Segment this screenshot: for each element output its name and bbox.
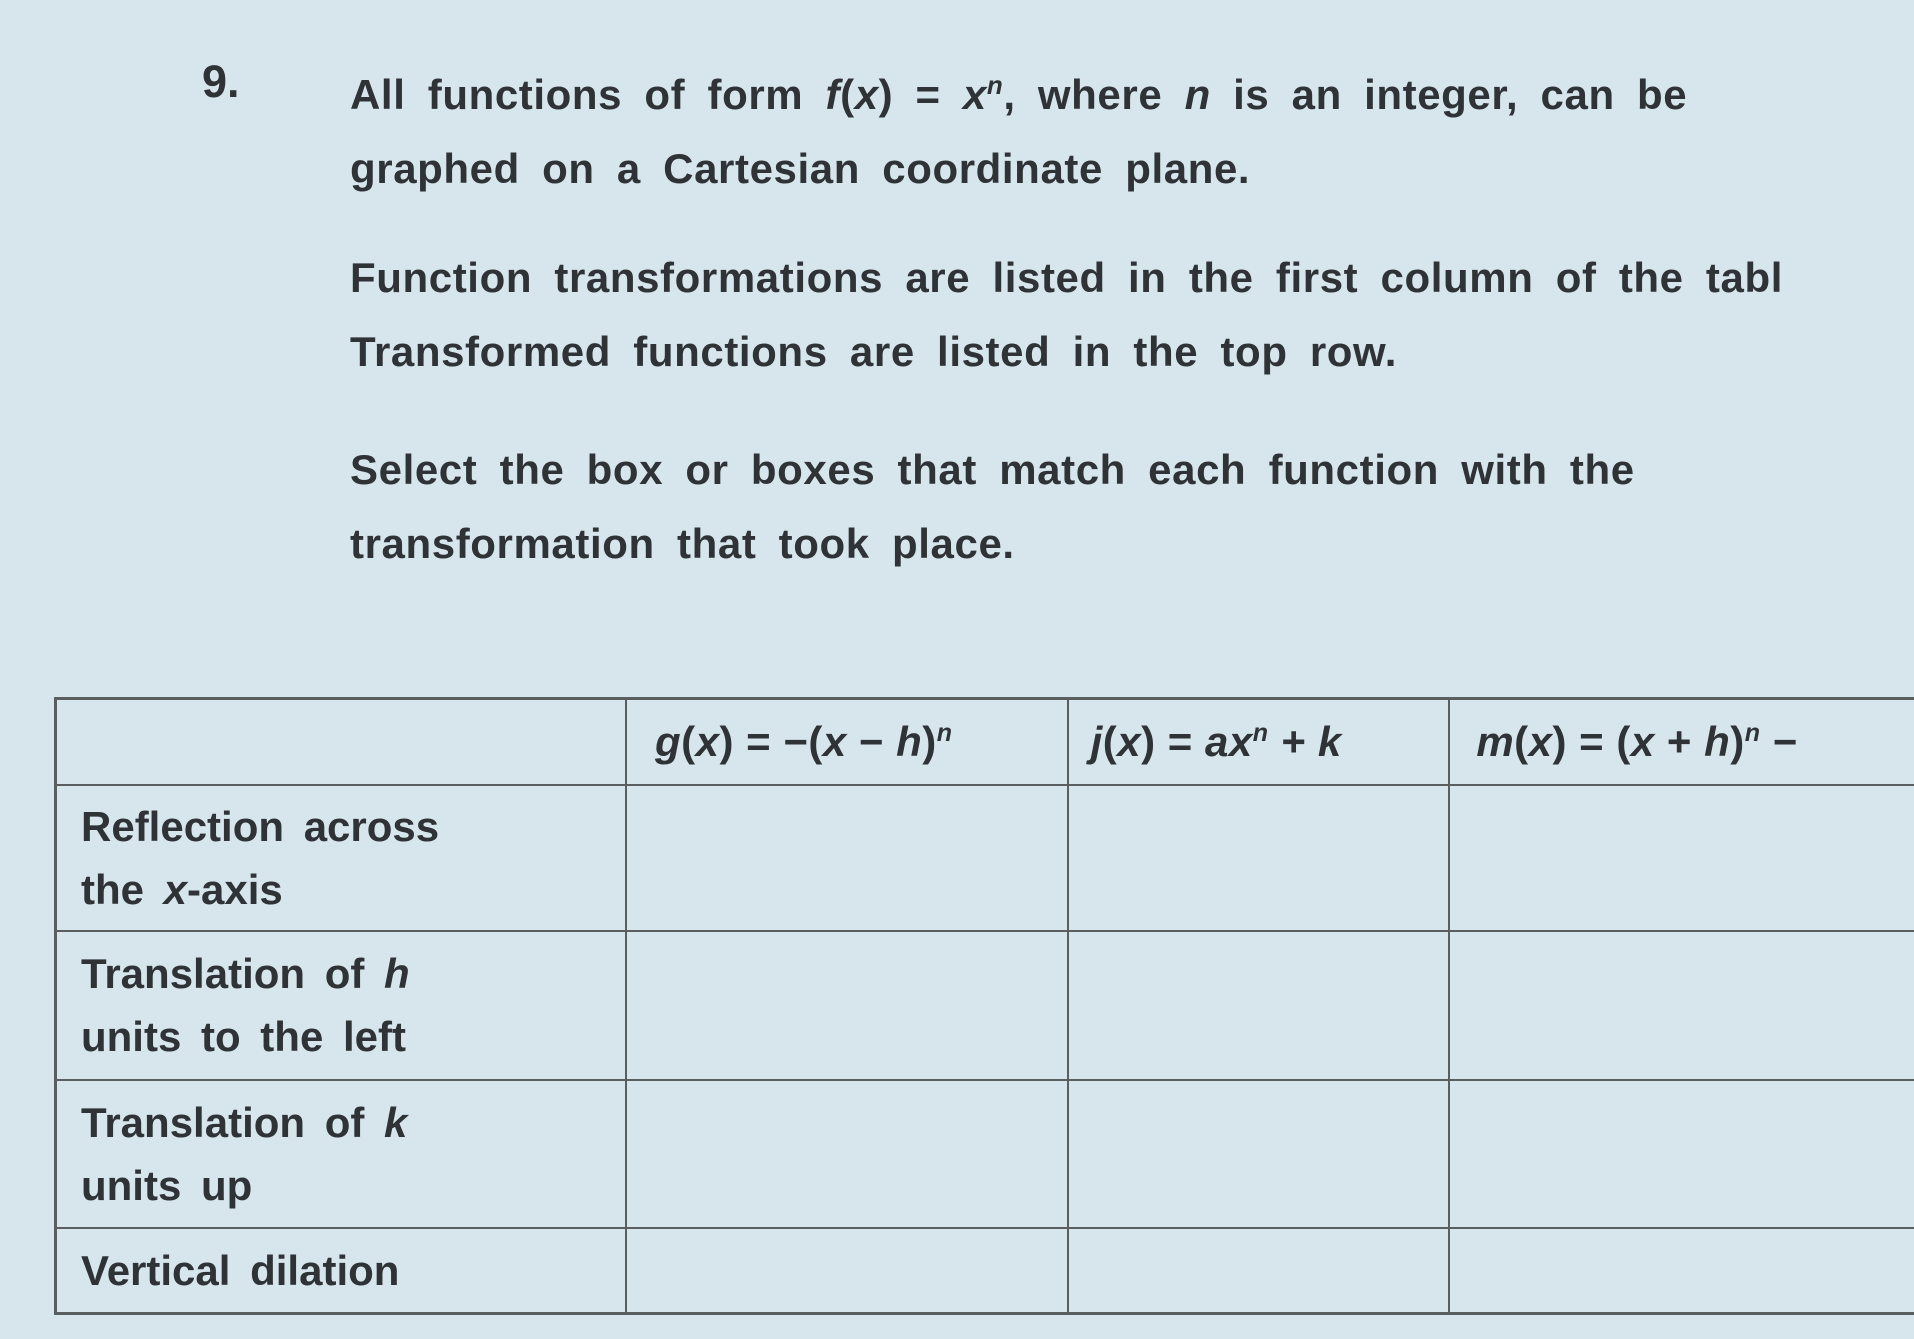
select-box-reflection-j[interactable] xyxy=(1068,785,1450,931)
select-box-dilation-j[interactable] xyxy=(1068,1228,1450,1314)
row-label-line-1 xyxy=(81,1091,625,1154)
header-j-function xyxy=(1068,699,1450,785)
row-label-line-1: Reflection across xyxy=(81,802,440,850)
header-g-function xyxy=(626,699,1068,785)
row-label-line-1: Vertical dilation xyxy=(81,1246,400,1294)
header-j-paren: ( xyxy=(1102,717,1118,765)
header-g-paren: ( xyxy=(681,717,696,765)
header-m-minus: − xyxy=(1760,717,1798,765)
table-row-reflection xyxy=(56,785,1914,931)
header-m-x: x xyxy=(1528,717,1553,765)
select-paragraph xyxy=(350,433,1635,581)
select-box-translation-h-g[interactable] xyxy=(626,931,1068,1080)
intro-n: n xyxy=(1184,71,1211,118)
row-label-line-2 xyxy=(81,858,625,921)
select-box-reflection-g[interactable] xyxy=(626,785,1068,931)
header-g-h: h xyxy=(896,717,923,765)
table-row-translation-k xyxy=(56,1080,1914,1228)
header-j-eq: ) = xyxy=(1141,717,1206,765)
table-row-translation-h xyxy=(56,931,1914,1080)
instructions-paragraph xyxy=(350,241,1783,389)
row-label-translation-of: Translation of xyxy=(81,1098,385,1146)
header-m-name: m xyxy=(1476,717,1515,765)
intro-x: x xyxy=(854,71,879,118)
question-number: 9. xyxy=(202,56,240,107)
row-label-x: x xyxy=(163,865,188,913)
select-box-dilation-g[interactable] xyxy=(626,1228,1068,1314)
select-box-translation-k-j[interactable] xyxy=(1068,1080,1450,1228)
instructions-line-2: Transformed functions are listed in the top row. xyxy=(350,328,1398,375)
header-m-plus: + xyxy=(1654,717,1705,765)
corner-cell xyxy=(56,699,626,785)
row-label-k: k xyxy=(384,1098,408,1146)
header-m-function xyxy=(1449,699,1914,785)
header-m-close: ) xyxy=(1730,717,1745,765)
header-m-exponent: n xyxy=(1744,718,1761,747)
intro-line-1 xyxy=(350,48,1687,132)
header-g-x2: x xyxy=(822,717,847,765)
header-g-close: ) xyxy=(922,717,937,765)
matching-table xyxy=(54,697,1914,1315)
select-line-2: transformation that took place. xyxy=(350,520,1015,567)
header-m-h: h xyxy=(1704,717,1731,765)
row-label-translation-k xyxy=(56,1080,626,1228)
header-m-paren: ( xyxy=(1514,717,1529,765)
select-box-translation-k-g[interactable] xyxy=(626,1080,1068,1228)
select-box-reflection-m[interactable] xyxy=(1449,785,1914,931)
table-header-row xyxy=(56,699,1914,785)
row-label-h: h xyxy=(384,950,410,997)
intro-power-exponent: n xyxy=(986,70,1004,100)
row-label-vertical-dilation xyxy=(56,1228,626,1314)
intro-where: , where xyxy=(1003,71,1185,118)
select-box-translation-h-j[interactable] xyxy=(1068,931,1450,1080)
header-g-minus: − xyxy=(846,717,897,765)
table-row-vertical-dilation xyxy=(56,1228,1914,1314)
row-label-line-1 xyxy=(81,942,625,1005)
header-j-exponent: n xyxy=(1252,718,1269,747)
select-box-translation-h-m[interactable] xyxy=(1449,931,1914,1080)
select-line-1: Select the box or boxes that match each function with the xyxy=(350,446,1635,493)
row-label-axis: -axis xyxy=(187,865,283,913)
row-label-line-2: units up xyxy=(81,1161,253,1209)
header-m-eq: ) = ( xyxy=(1552,717,1631,765)
instructions-line-1: Function transformations are listed in the first column of the tabl xyxy=(350,254,1783,301)
header-g-exponent: n xyxy=(936,718,953,747)
intro-paren: ( xyxy=(840,71,855,118)
header-j-ax: ax xyxy=(1205,717,1253,765)
select-box-dilation-m[interactable] xyxy=(1449,1228,1914,1314)
row-label-line-2: units to the left xyxy=(81,1013,406,1060)
header-g-eq: ) = −( xyxy=(719,717,823,765)
row-label-reflection xyxy=(56,785,626,931)
intro-equals: ) = xyxy=(878,71,963,118)
row-label-translation-of: Translation of xyxy=(81,950,385,997)
header-j-plus-k: + k xyxy=(1268,717,1342,765)
select-box-translation-k-m[interactable] xyxy=(1449,1080,1914,1228)
intro-integer: is an integer, can be xyxy=(1210,71,1688,118)
header-g-name: g xyxy=(654,717,682,765)
row-label-the: the xyxy=(81,865,164,913)
intro-f: f xyxy=(825,71,841,118)
header-m-x2: x xyxy=(1630,717,1655,765)
intro-text: All functions of form xyxy=(350,71,826,118)
header-j-name: j xyxy=(1090,717,1103,765)
row-label-translation-h xyxy=(56,931,626,1080)
header-j-x: x xyxy=(1117,717,1142,765)
question-intro xyxy=(350,48,1687,206)
intro-power-base: x xyxy=(962,71,987,118)
header-g-x: x xyxy=(695,717,720,765)
intro-line-2: graphed on a Cartesian coordinate plane. xyxy=(350,145,1251,192)
